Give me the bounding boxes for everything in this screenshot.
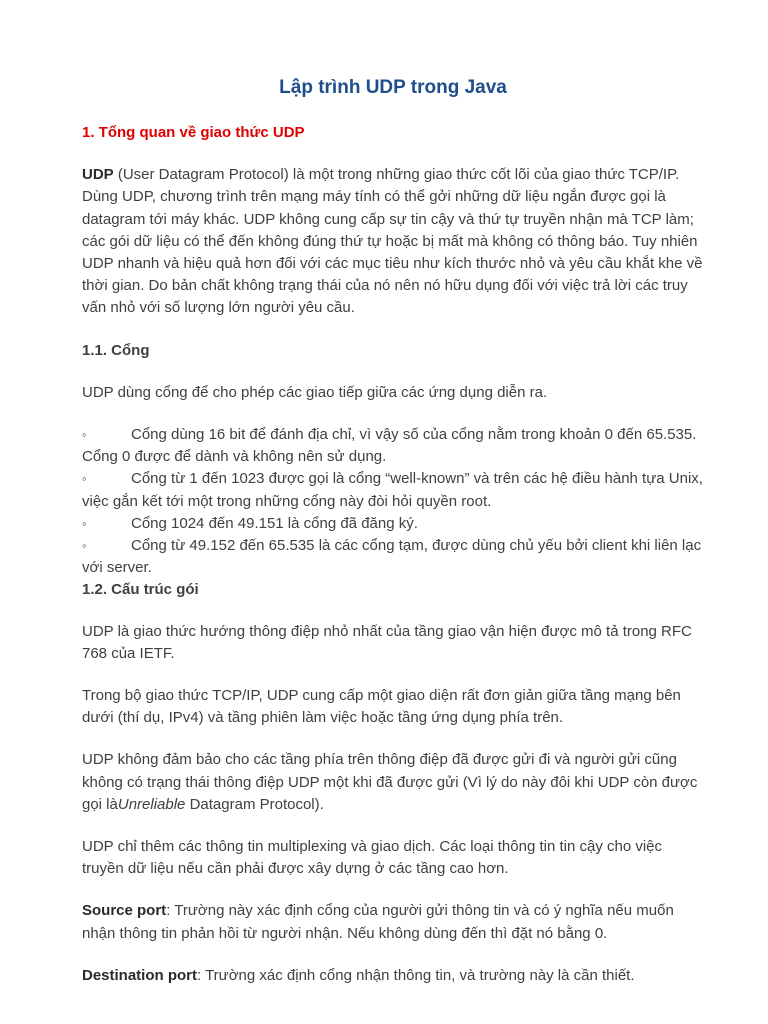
- list-item-text: Cổng 1024 đến 49.151 là cổng đã đăng ký.: [131, 514, 418, 532]
- list-item: [82, 513, 704, 535]
- paragraph-rfc: UDP là giao thức hướng thông điệp nhỏ nhất của tầng giao vận hiện được mô tả trong RFC 768 của IETF.: [82, 622, 692, 662]
- term-udp: UDP: [82, 166, 114, 184]
- paragraph-multiplexing: UDP chỉ thêm các thông tin multiplexing và giao dịch. Các loại thông tin tin cậy cho việc truyền dữ liệu nếu cần phải được xây dựng ở các tầng cao hơn.: [82, 838, 663, 878]
- list-item: [82, 424, 704, 468]
- document-page: [82, 0, 704, 1024]
- paragraph-unreliable: [82, 749, 704, 816]
- document-body: [82, 122, 704, 987]
- term-unreliable: Unreliable: [117, 795, 186, 813]
- section-heading-packet-structure: 1.2. Cấu trúc gói: [82, 581, 199, 599]
- paragraph-source-port: [82, 900, 704, 944]
- list-item: [82, 535, 704, 579]
- list-item-text: Cổng từ 1 đến 1023 được gọi là cổng “well-known” và trên các hệ điều hành tựa Unix, việc gắn kết tới một trong những cổng này đòi hỏi quyền root.: [82, 470, 703, 510]
- paragraph-destination-port-text: : Trường xác định cổng nhận thông tin, và trường này là cần thiết.: [197, 966, 635, 984]
- paragraph-unreliable-tail: Datagram Protocol).: [185, 795, 324, 813]
- bullet-icon: ◦: [82, 538, 87, 554]
- term-destination-port: Destination port: [82, 966, 197, 984]
- ports-bullet-list: [82, 424, 704, 579]
- term-source-port: Source port: [82, 902, 167, 920]
- paragraph-ports-intro: UDP dùng cổng để cho phép các giao tiếp giữa các ứng dụng diễn ra.: [82, 383, 548, 401]
- section-heading-ports: 1.1. Cổng: [82, 341, 150, 359]
- paragraph-udp-intro-text: (User Datagram Protocol) là một trong những giao thức cốt lõi của giao thức TCP/IP. Dùng UDP, chương trình trên mạng máy tính có thể gởi những dữ liệu ngắn được gọi là datagram tới máy khác. UDP không cung cấp sự tin cậy và thứ tự truyền nhận mà TCP làm; các gói dữ liệu có thể đến không đúng thứ tự hoặc bị mất mà không có thông báo. Tuy nhiên UDP nhanh và hiệu quả hơn đối với các mục tiêu như kích thước nhỏ và yêu cầu khắt khe về thời gian. Do bản chất không trạng thái của nó nên nó hữu dụng đối với việc trả lời các truy vấn nhỏ với số lượng lớn người yêu cầu.: [82, 166, 703, 317]
- bullet-icon: ◦: [82, 427, 87, 443]
- paragraph-source-port-text: : Trường này xác định cổng của người gửi thông tin và có ý nghĩa nếu muốn nhận thông tin phản hồi từ người nhận. Nếu không dùng đến thì đặt nó bằng 0.: [82, 902, 674, 942]
- paragraph-udp-intro: [82, 164, 704, 319]
- paragraph-unreliable-text: UDP không đảm bảo cho các tầng phía trên thông điệp đã được gửi đi và người gửi cũng không có trạng thái thông điệp UDP một khi đã được gửi (Vì lý do này đôi khi UDP còn được gọi là: [82, 751, 698, 813]
- list-item-text: Cổng từ 49.152 đến 65.535 là các cổng tạm, được dùng chủ yếu bởi client khi liên lạc với server.: [82, 537, 702, 577]
- section-heading-overview: 1. Tổng quan về giao thức UDP: [82, 124, 305, 141]
- document-title: Lập trình UDP trong Java: [279, 77, 507, 98]
- bullet-icon: ◦: [82, 471, 87, 487]
- bullet-icon: ◦: [82, 515, 87, 531]
- paragraph-tcpip-suite: Trong bộ giao thức TCP/IP, UDP cung cấp một giao diện rất đơn giản giữa tầng mạng bên dưới (thí dụ, IPv4) và tầng phiên làm việc hoặc tầng ứng dụng phía trên.: [82, 687, 681, 727]
- paragraph-destination-port: [82, 965, 704, 987]
- list-item-text: Cổng dùng 16 bit để đánh địa chỉ, vì vậy số của cổng nằm trong khoản 0 đến 65.535. Cổng 0 được để dành và không nên sử dụng.: [82, 426, 697, 466]
- list-item: [82, 468, 704, 512]
